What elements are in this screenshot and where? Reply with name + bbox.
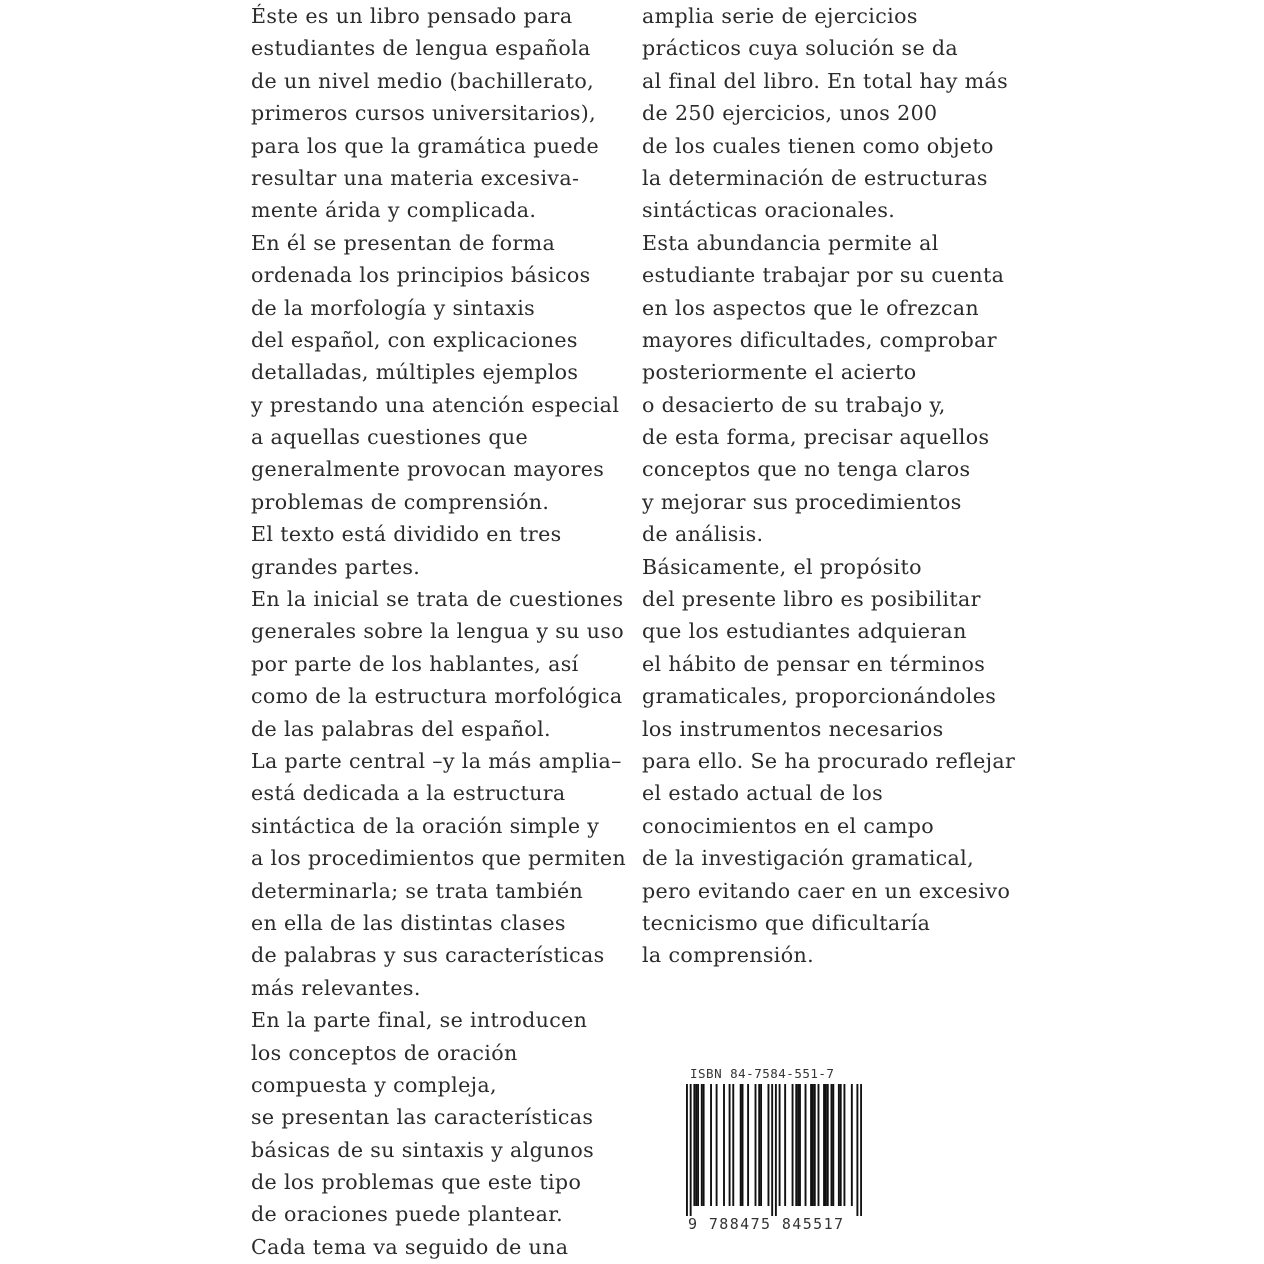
barcode-bar <box>860 1084 862 1216</box>
barcode-bar <box>823 1084 825 1206</box>
barcode-bar <box>779 1084 781 1206</box>
right-column-line: pero evitando caer en un excesivo <box>642 878 1011 903</box>
left-column-line: los conceptos de oración <box>251 1040 518 1065</box>
barcode-bar <box>742 1084 744 1206</box>
left-column-line: en ella de las distintas clases <box>251 910 566 935</box>
right-column-line: y mejorar sus procedimientos <box>642 489 962 514</box>
barcode-bar <box>851 1084 853 1206</box>
left-column-line: de los problemas que este tipo <box>251 1170 582 1195</box>
ean-digits: 9 788475 845517 <box>688 1215 845 1233</box>
barcode-bar <box>693 1084 695 1206</box>
right-column-line: de los cuales tienen como objeto <box>642 133 994 158</box>
right-column-line: que los estudiantes adquieran <box>642 619 967 644</box>
barcode-bar <box>768 1084 770 1206</box>
barcode-bar <box>831 1084 833 1206</box>
right-column-line: el hábito de pensar en términos <box>642 651 986 676</box>
barcode-bar <box>723 1084 725 1206</box>
barcode-bar <box>729 1084 731 1206</box>
isbn-barcode-block <box>686 1066 866 1246</box>
right-column-line: la determinación de estructuras <box>642 165 988 190</box>
left-column-line: resultar una materia excesiva- <box>251 165 580 190</box>
right-column-line: de análisis. <box>642 522 764 547</box>
left-column-line: de un nivel medio (bachillerato, <box>251 68 595 93</box>
left-column-line: por parte de los hablantes, así <box>251 651 579 676</box>
barcode-bar <box>814 1084 816 1206</box>
barcode-bar <box>758 1084 760 1206</box>
left-column-line: detalladas, múltiples ejemplos <box>251 360 579 385</box>
left-column-line: del español, con explicaciones <box>251 327 578 352</box>
right-column-line: estudiante trabajar por su cuenta <box>642 263 1005 288</box>
barcode-bar <box>697 1084 699 1206</box>
right-column-line: para ello. Se ha procurado reflejar <box>642 748 1016 773</box>
barcode-bar <box>732 1084 734 1206</box>
left-column-line: de palabras y sus características <box>251 943 605 968</box>
right-column-line: la comprensión. <box>642 943 814 968</box>
left-column-line: generalmente provocan mayores <box>251 457 605 482</box>
barcode-bar <box>760 1084 762 1206</box>
left-column-line: de oraciones puede plantear. <box>251 1202 564 1227</box>
left-column-line: a aquellas cuestiones que <box>251 425 529 450</box>
left-column-line: a los procedimientos que permiten <box>251 846 626 871</box>
left-column-line: En la inicial se trata de cuestiones <box>251 587 624 612</box>
barcode-bar <box>810 1084 812 1206</box>
left-column-line: está dedicada a la estructura <box>251 781 566 806</box>
barcode-bar <box>812 1084 814 1206</box>
left-column-line: primeros cursos universitarios), <box>251 101 597 126</box>
left-column-line: Cada tema va seguido de una <box>251 1234 569 1259</box>
right-column-line: los instrumentos necesarios <box>642 716 944 741</box>
right-column-line: o desacierto de su trabajo y, <box>642 392 946 417</box>
right-column-line: conocimientos en el campo <box>642 813 935 838</box>
right-column-line: posteriormente el acierto <box>642 360 917 385</box>
left-column-line: como de la estructura morfológica <box>251 684 623 709</box>
left-column-line: estudiantes de lengua española <box>251 36 591 61</box>
barcode-bar <box>716 1084 718 1206</box>
left-column-line: En la parte final, se introducen <box>251 1008 588 1033</box>
left-column-line: compuesta y compleja, <box>251 1072 497 1097</box>
barcode-bar <box>710 1084 712 1206</box>
barcode-bar <box>856 1084 858 1216</box>
right-column-line: el estado actual de los <box>642 781 884 806</box>
left-column-line: de las palabras del español. <box>251 716 551 741</box>
right-column-line: de la investigación gramatical, <box>642 846 974 871</box>
right-column-line: tecnicismo que dificultaría <box>642 910 931 935</box>
left-column-line: ordenada los principios básicos <box>251 263 591 288</box>
left-column-line: de la morfología y sintaxis <box>251 295 536 320</box>
barcode-bar <box>799 1084 801 1206</box>
barcode-bar <box>784 1084 786 1206</box>
right-text-column <box>642 0 1022 972</box>
barcode-bar <box>795 1084 797 1206</box>
barcode-bar <box>825 1084 827 1206</box>
right-column-line: al final del libro. En total hay más <box>642 68 1009 93</box>
right-column-line: de 250 ejercicios, unos 200 <box>642 101 938 126</box>
barcode-bar <box>832 1084 834 1206</box>
left-column-line: determinarla; se trata también <box>251 878 584 903</box>
left-column-line: sintáctica de la oración simple y <box>251 813 600 838</box>
left-column-line: y prestando una atención especial <box>251 392 620 417</box>
right-column-line: en los aspectos que le ofrezcan <box>642 295 979 320</box>
left-column-line: se presentan las características <box>251 1105 594 1130</box>
right-column-line: de esta forma, precisar aquellos <box>642 425 990 450</box>
barcode-bar <box>775 1084 777 1216</box>
barcode-bar <box>805 1084 807 1206</box>
left-column-line: problemas de comprensión. <box>251 489 550 514</box>
left-column-line: generales sobre la lengua y su uso <box>251 619 624 644</box>
right-column-line: gramaticales, proporcionándoles <box>642 684 997 709</box>
right-column-line: sintácticas oracionales. <box>642 198 896 223</box>
left-column-line: grandes partes. <box>251 554 421 579</box>
barcode-icon <box>686 1084 862 1216</box>
barcode-bar <box>792 1084 794 1206</box>
barcode-bar <box>771 1084 773 1216</box>
barcode-bar <box>701 1084 703 1206</box>
barcode-bar <box>838 1084 840 1206</box>
left-text-column <box>251 0 631 1263</box>
barcode-bar <box>840 1084 842 1206</box>
left-column-line: La parte central –y la más amplia– <box>251 748 622 773</box>
right-column-line: amplia serie de ejercicios <box>642 4 918 28</box>
right-column-line: Esta abundancia permite al <box>642 230 939 255</box>
right-column-line: mayores dificultades, comprobar <box>642 327 997 352</box>
barcode-bar <box>818 1084 820 1206</box>
isbn-label: ISBN 84-7584-551-7 <box>690 1066 835 1081</box>
right-column-line: prácticos cuya solución se da <box>642 36 959 61</box>
barcode-bar <box>703 1084 705 1206</box>
right-column-line: conceptos que no tenga claros <box>642 457 971 482</box>
barcode-bar <box>843 1084 845 1206</box>
barcode-bar <box>747 1084 749 1206</box>
left-column-line: Éste es un libro pensado para <box>251 4 573 28</box>
left-column-line: para los que la gramática puede <box>251 133 600 158</box>
right-column-line: del presente libro es posibilitar <box>642 587 981 612</box>
left-column-line: básicas de su sintaxis y algunos <box>251 1137 595 1162</box>
barcode-bar <box>827 1084 829 1206</box>
barcode-bar <box>740 1084 742 1206</box>
barcode-bar <box>695 1084 697 1206</box>
right-column-line: Básicamente, el propósito <box>642 554 922 579</box>
barcode-bar <box>686 1084 688 1216</box>
barcode-bar <box>797 1084 799 1206</box>
left-column-line: El texto está dividido en tres <box>251 522 562 547</box>
barcode-bar <box>755 1084 757 1206</box>
left-column-line: más relevantes. <box>251 975 421 1000</box>
left-column-line: En él se presentan de forma <box>251 230 556 255</box>
barcode-bar <box>690 1084 692 1216</box>
left-column-line: mente árida y complicada. <box>251 198 537 223</box>
